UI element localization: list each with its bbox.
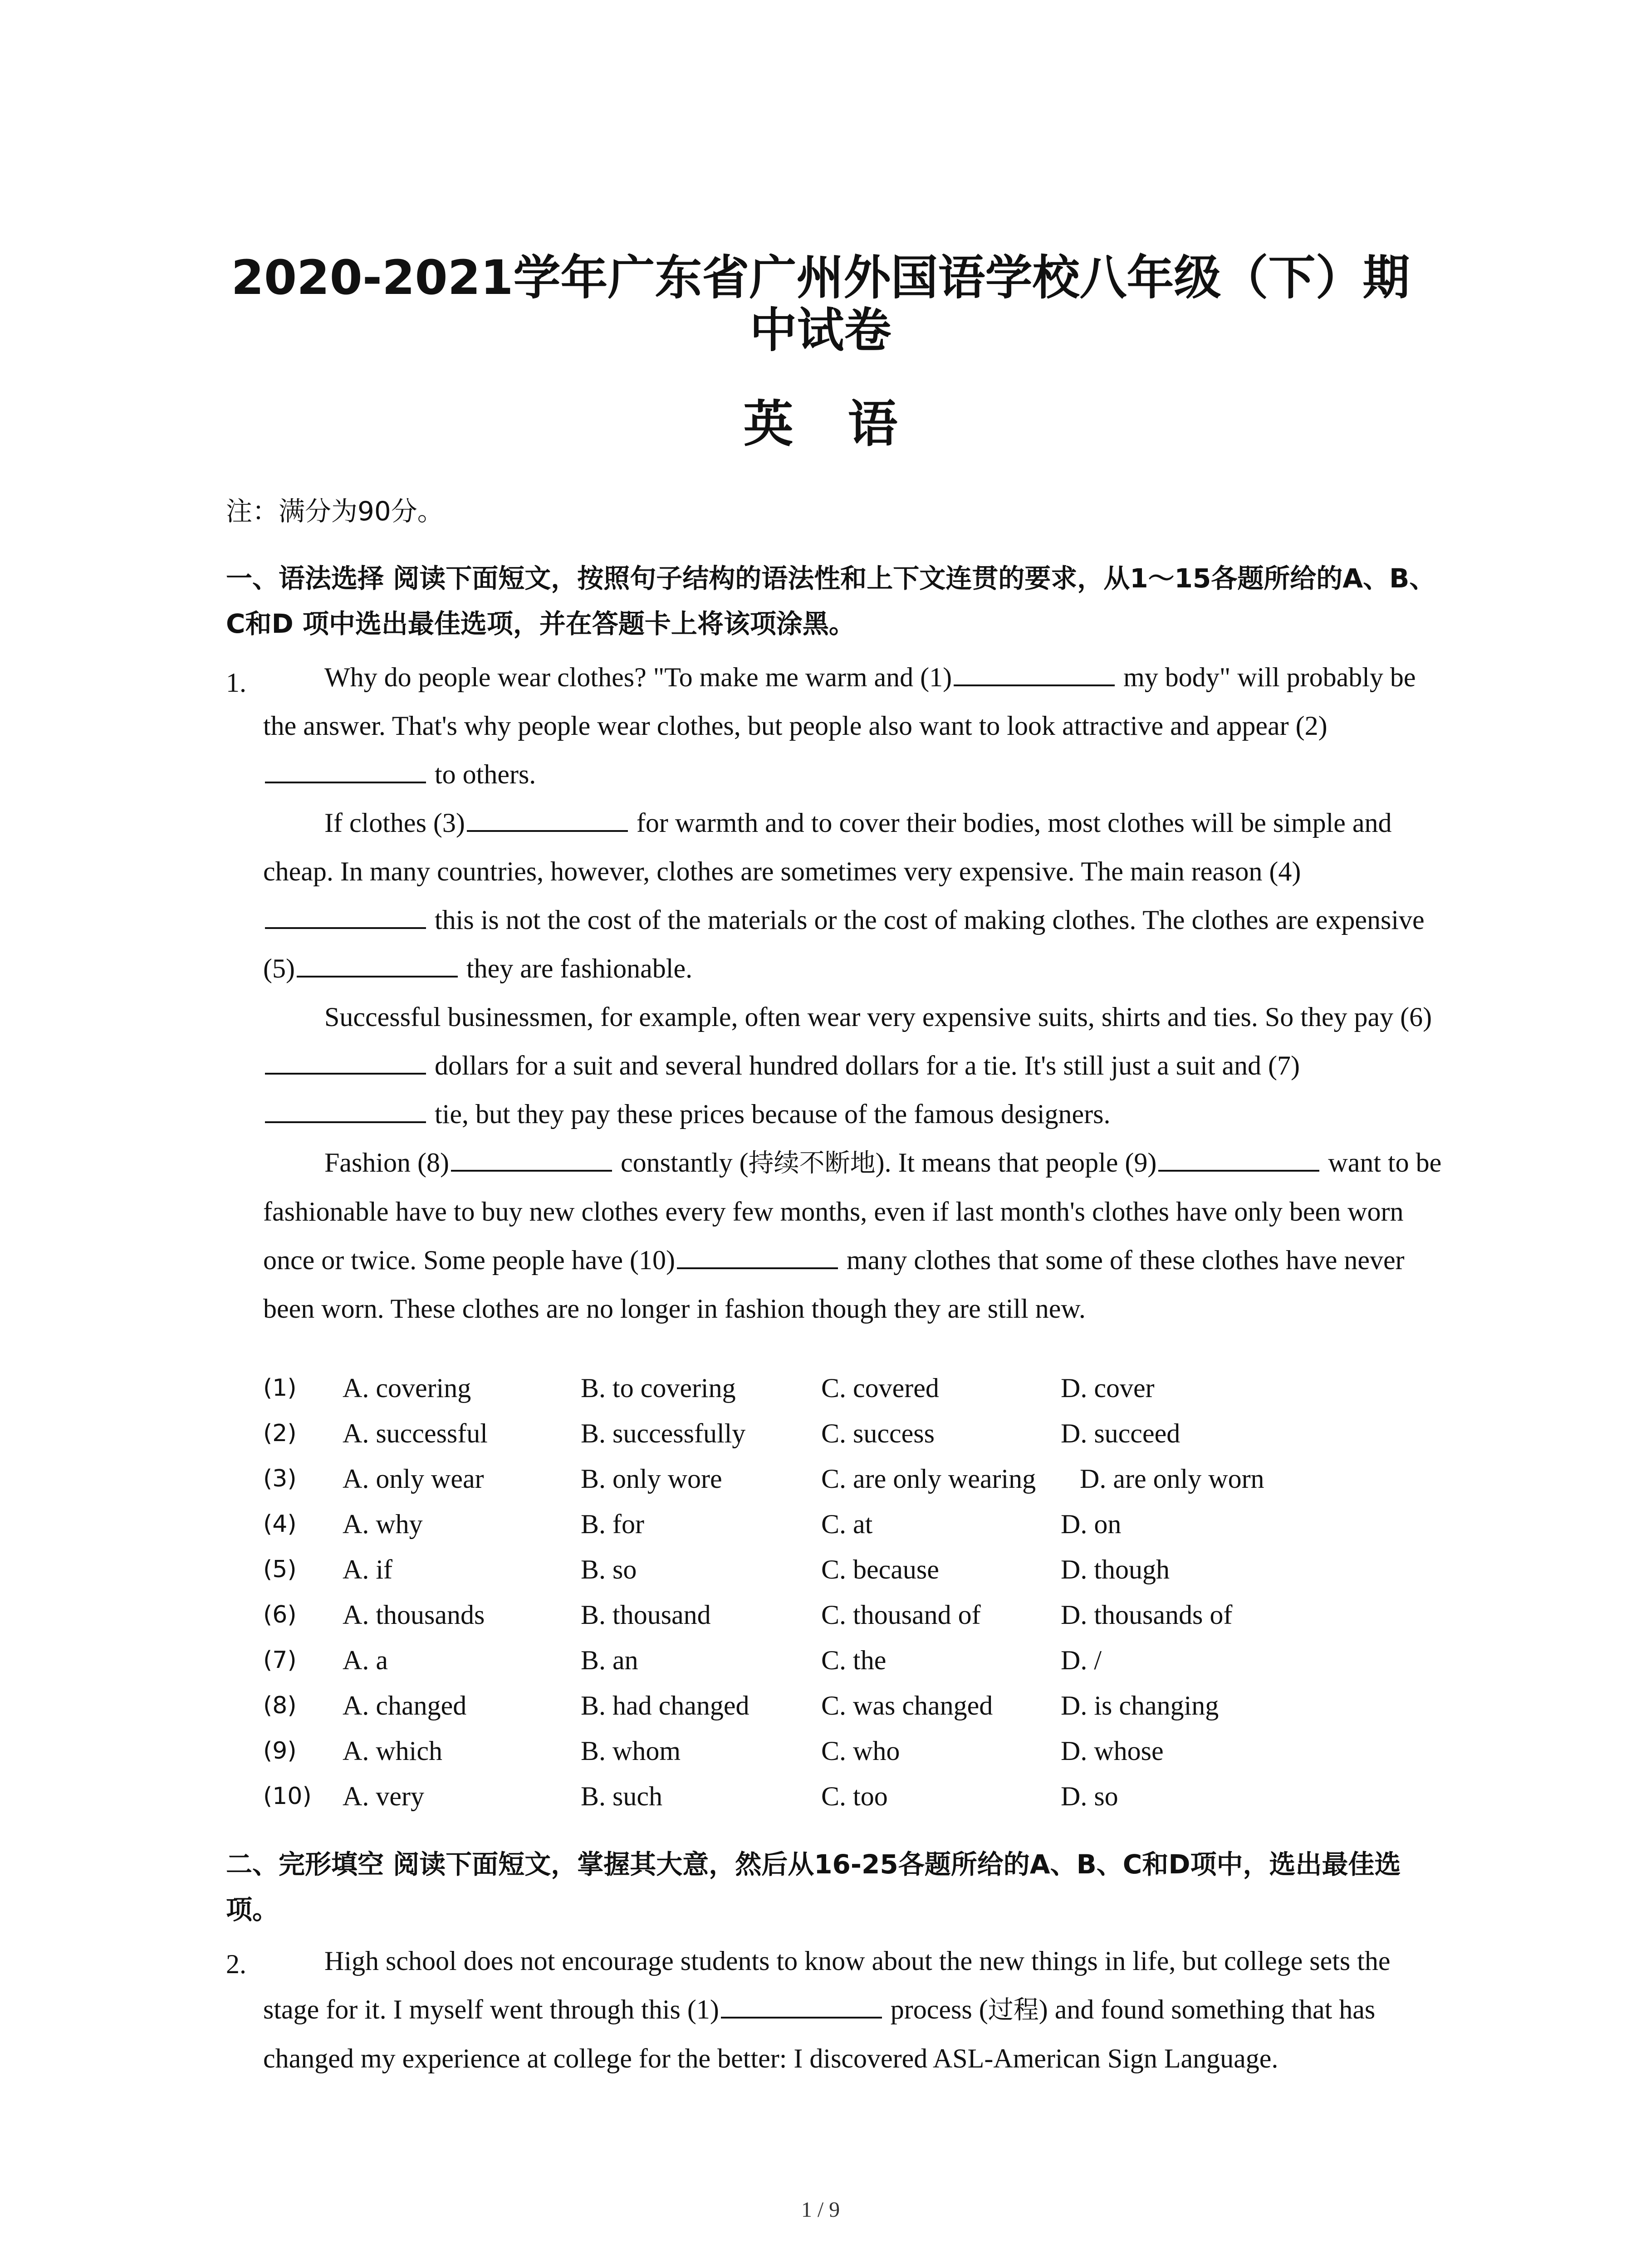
option-c[interactable]: C. at bbox=[821, 1509, 873, 1539]
option-a[interactable]: A. a bbox=[343, 1645, 388, 1675]
option-d[interactable]: D. is changing bbox=[1061, 1691, 1219, 1721]
option-row: (4) A. why B. for C. at D. on bbox=[263, 1501, 1452, 1547]
passage-paragraph-4: Fashion (8) constantly (持续不断地). It means that people (9) want to be fashionable have to buy new clothes every few months, even if last month's clothes have only been worn once or twice. Some people have (10) many clothes that some of these clothes have never been worn. These clothes are no longer in fashion though they are still new. bbox=[263, 1139, 1452, 1333]
option-row: (10) A. very B. such C. too D. so bbox=[263, 1774, 1452, 1819]
exam-title-line2: 中试卷 bbox=[749, 303, 892, 358]
option-b[interactable]: B. successfully bbox=[581, 1418, 746, 1448]
option-d[interactable]: D. are only worn bbox=[1080, 1464, 1264, 1494]
passage-paragraph-2: If clothes (3) for warmth and to cover their bodies, most clothes will be simple and cheap. In many countries, however, clothes are sometimes very expensive. The main reason (4) this is not the cost of the materials or the cost of making clothes. The clothes are expensive (5) they are fashionable. bbox=[263, 799, 1452, 993]
option-d[interactable]: D. succeed bbox=[1061, 1418, 1181, 1448]
answer-blank bbox=[265, 756, 426, 783]
option-a[interactable]: A. only wear bbox=[343, 1464, 484, 1494]
option-c[interactable]: C. was changed bbox=[821, 1691, 993, 1721]
passage-paragraph-1: Why do people wear clothes? "To make me warm and (1) my body" will probably be the answer. That's why people wear clothes, but people also want to look attractive and appear (2) to others. bbox=[263, 653, 1452, 799]
option-b[interactable]: B. for bbox=[581, 1509, 644, 1539]
option-row: (7) A. a B. an C. the D. / bbox=[263, 1637, 1452, 1683]
answer-blank bbox=[677, 1242, 838, 1269]
question-1-options bbox=[263, 1365, 1452, 1819]
option-c[interactable]: C. because bbox=[821, 1554, 939, 1584]
subject-heading: 英语 bbox=[743, 395, 952, 453]
option-c[interactable]: C. are only wearing bbox=[821, 1464, 1036, 1494]
option-d[interactable]: D. whose bbox=[1061, 1736, 1164, 1766]
option-d[interactable]: D. cover bbox=[1061, 1373, 1155, 1403]
option-b[interactable]: B. whom bbox=[581, 1736, 681, 1766]
option-d[interactable]: D. on bbox=[1061, 1509, 1122, 1539]
option-row: (1) A. covering B. to covering C. covered D. cover bbox=[263, 1365, 1452, 1411]
option-row: (3) A. only wear B. only wore C. are only wearing D. are only worn bbox=[263, 1456, 1452, 1501]
option-c[interactable]: C. too bbox=[821, 1781, 888, 1811]
option-d[interactable]: D. so bbox=[1061, 1781, 1118, 1811]
question-2-number: 2. bbox=[226, 1949, 246, 1979]
passage-paragraph-3: Successful businessmen, for example, often wear very expensive suits, shirts and ties. So they pay (6) dollars for a suit and several hundred dollars for a tie. It's still just a suit and (7) tie, but they pay these prices because of the famous designers. bbox=[263, 993, 1452, 1139]
option-b[interactable]: B. only wore bbox=[581, 1464, 722, 1494]
exam-title-line1: 2020-2021学年广东省广州外国语学校八年级（下）期 bbox=[231, 250, 1410, 305]
answer-blank bbox=[1158, 1144, 1319, 1172]
section-2-heading: 二、完形填空 阅读下面短文，掌握其大意，然后从16-25各题所给的A、B、C和D项中，选出最佳选项。 bbox=[226, 1849, 1401, 1925]
option-c[interactable]: C. covered bbox=[821, 1373, 939, 1403]
option-a[interactable]: A. thousands bbox=[343, 1600, 485, 1630]
option-b[interactable]: B. had changed bbox=[581, 1691, 749, 1721]
answer-blank bbox=[721, 1991, 882, 2019]
option-a[interactable]: A. if bbox=[343, 1554, 392, 1584]
option-b[interactable]: B. to covering bbox=[581, 1373, 736, 1403]
answer-blank bbox=[451, 1144, 612, 1172]
option-row: (2) A. successful B. successfully C. success D. succeed bbox=[263, 1411, 1452, 1456]
question-2-passage bbox=[263, 1937, 1452, 2083]
option-a[interactable]: A. which bbox=[343, 1736, 442, 1766]
answer-blank bbox=[265, 1047, 426, 1075]
question-1-passage bbox=[263, 653, 1452, 1333]
answer-blank bbox=[297, 950, 458, 978]
answer-blank bbox=[467, 805, 628, 832]
option-b[interactable]: B. thousand bbox=[581, 1600, 711, 1630]
option-a[interactable]: A. very bbox=[343, 1781, 424, 1811]
option-b[interactable]: B. such bbox=[581, 1781, 662, 1811]
question-1-number: 1. bbox=[226, 668, 246, 698]
option-c[interactable]: C. the bbox=[821, 1645, 887, 1675]
answer-blank bbox=[954, 659, 1115, 686]
option-a[interactable]: A. changed bbox=[343, 1691, 467, 1721]
option-row: (9) A. which B. whom C. who D. whose bbox=[263, 1728, 1452, 1774]
answer-blank bbox=[265, 1096, 426, 1123]
option-a[interactable]: A. why bbox=[343, 1509, 423, 1539]
option-b[interactable]: B. an bbox=[581, 1645, 638, 1675]
section-1-heading: 一、语法选择 阅读下面短文，按照句子结构的语法性和上下文连贯的要求，从1～15各题所给的A、B、C和D 项中选出最佳选项，并在答题卡上将该项涂黑。 bbox=[226, 563, 1436, 639]
option-b[interactable]: B. so bbox=[581, 1554, 637, 1584]
option-d[interactable]: D. though bbox=[1061, 1554, 1170, 1584]
option-c[interactable]: C. thousand of bbox=[821, 1600, 981, 1630]
passage-paragraph-1: High school does not encourage students to know about the new things in life, but college sets the stage for it. I myself went through this (1) process (过程) and found something that has changed my experience at college for the better: I discovered ASL-American Sign Language. bbox=[263, 1946, 1391, 2073]
option-d[interactable]: D. thousands of bbox=[1061, 1600, 1233, 1630]
option-a[interactable]: A. successful bbox=[343, 1418, 488, 1448]
option-row: (8) A. changed B. had changed C. was changed D. is changing bbox=[263, 1683, 1452, 1728]
option-c[interactable]: C. who bbox=[821, 1736, 900, 1766]
option-row: (6) A. thousands B. thousand C. thousand of D. thousands of bbox=[263, 1592, 1452, 1637]
option-d[interactable]: D. / bbox=[1061, 1645, 1102, 1675]
option-a[interactable]: A. covering bbox=[343, 1373, 471, 1403]
score-note: 注：满分为90分。 bbox=[226, 496, 444, 527]
option-c[interactable]: C. success bbox=[821, 1418, 935, 1448]
page-number: 1 / 9 bbox=[801, 2198, 840, 2222]
option-row: (5) A. if B. so C. because D. though bbox=[263, 1547, 1452, 1592]
answer-blank bbox=[265, 902, 426, 929]
